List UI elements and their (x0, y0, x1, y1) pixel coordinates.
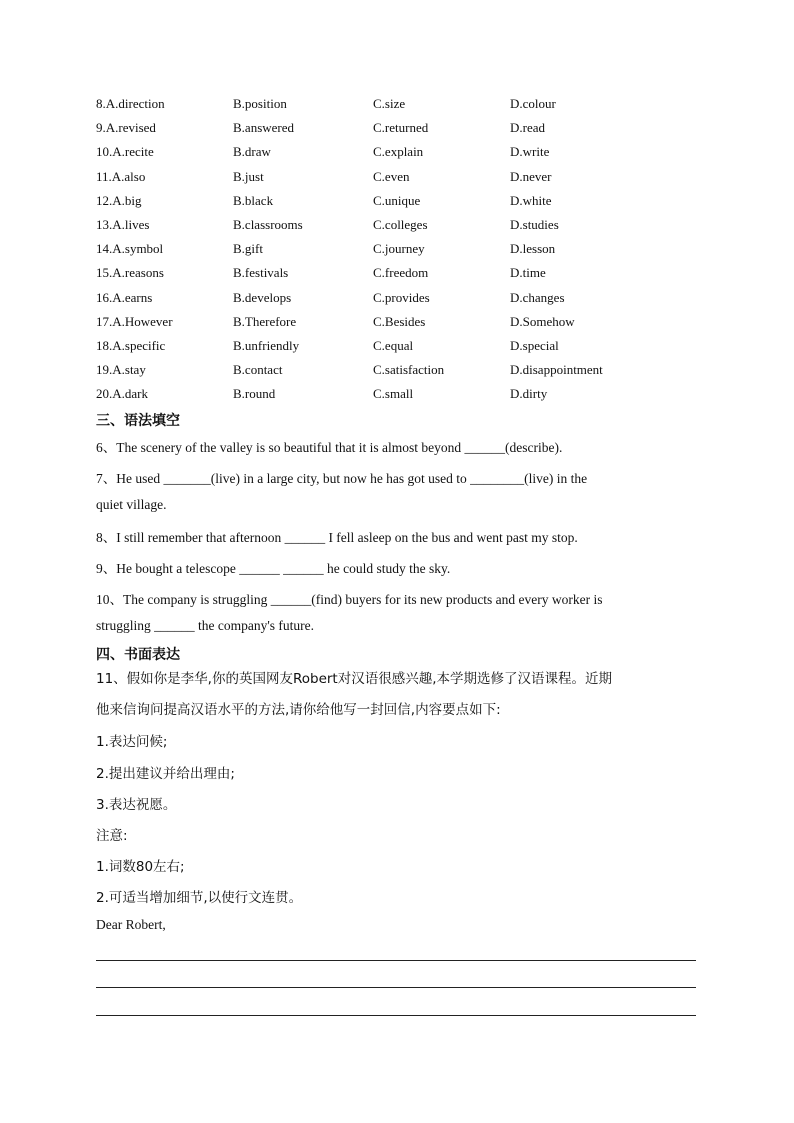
grammar-question-6: 6、The scenery of the valley is so beautiful that it is almost beyond ______(describe). (96, 440, 563, 455)
grammar-question-7-line-2: quiet village. (96, 497, 167, 512)
option-b: B.develops (233, 289, 292, 305)
option-a: 16.A.earns (96, 289, 153, 305)
writing-point-1: 1.表达问候; (96, 734, 168, 750)
choice-row (96, 263, 716, 287)
option-c: C.provides (373, 289, 430, 305)
option-d: D.dirty (510, 386, 548, 402)
option-b: B.position (233, 96, 287, 111)
option-d: D.write (510, 144, 550, 160)
option-a: 13.A.lives (96, 216, 150, 232)
option-b: B.draw (233, 144, 271, 160)
option-a: 19.A.stay (96, 362, 146, 378)
writing-point-2: 2.提出建议并给出理由; (96, 766, 235, 782)
choice-row (96, 215, 716, 239)
option-b: B.answered (233, 120, 295, 136)
multiple-choice-options (96, 94, 716, 408)
writing-note-2: 2.可适当增加细节,以使行文连贯。 (96, 890, 303, 906)
option-d: D.never (510, 168, 552, 184)
option-b: B.festivals (233, 265, 289, 281)
writing-note-label: 注意: (96, 828, 128, 844)
writing-note-1: 1.词数80左右; (96, 859, 185, 875)
option-c: C.Besides (373, 313, 426, 329)
choice-row (96, 312, 716, 336)
writing-prompt-line-1: 11、假如你是李华,你的英国网友Robert对汉语很感兴趣,本学期选修了汉语课程。近期 (96, 671, 613, 687)
choice-row (96, 191, 716, 215)
option-c: C.unique (373, 192, 421, 208)
choice-row (96, 360, 716, 384)
option-b: B.classrooms (233, 216, 303, 232)
grammar-question-9: 9、He bought a telescope ______ ______ he could study the sky. (96, 561, 451, 576)
choice-row (96, 288, 716, 312)
option-a: 10.A.recite (96, 144, 154, 160)
option-b: B.contact (233, 362, 283, 378)
option-d: D.white (510, 192, 552, 208)
option-a: 11.A.also (96, 168, 146, 184)
choice-row (96, 239, 716, 263)
choice-row (96, 336, 716, 360)
option-c: C.satisfaction (373, 362, 445, 378)
option-d: D.studies (510, 216, 559, 232)
option-b: B.Therefore (233, 313, 297, 329)
option-b: B.unfriendly (233, 337, 300, 353)
answer-writing-line (96, 987, 696, 988)
option-c: C.colleges (373, 216, 428, 232)
option-a: 15.A.reasons (96, 265, 164, 281)
option-d: D.lesson (510, 241, 556, 257)
option-c: C.returned (373, 120, 429, 136)
option-a: 17.A.However (96, 313, 173, 329)
choice-row (96, 118, 716, 142)
option-a: 12.A.big (96, 192, 142, 208)
option-c: C.even (373, 168, 410, 184)
option-c: C.small (373, 386, 414, 402)
writing-prompt-line-2: 他来信询问提高汉语水平的方法,请你给他写一封回信,内容要点如下: (96, 702, 501, 718)
option-b: B.black (233, 192, 274, 208)
option-a: 18.A.specific (96, 337, 166, 353)
grammar-question-10-line-1: 10、The company is struggling ______(find) buyers for its new products and every worker is (96, 592, 603, 607)
choice-row (96, 384, 716, 408)
answer-writing-line (96, 960, 696, 961)
choice-row (96, 142, 716, 166)
grammar-question-8: 8、I still remember that afternoon ______ I fell asleep on the bus and went past my stop. (96, 530, 578, 545)
option-d: D.read (510, 120, 546, 136)
choice-row (96, 167, 716, 191)
grammar-section-heading: 三、语法填空 (96, 413, 180, 429)
option-a: 20.A.dark (96, 386, 148, 402)
option-c: C.journey (373, 241, 425, 257)
option-b: B.gift (233, 241, 263, 257)
option-a: 9.A.revised (96, 120, 156, 136)
writing-section-heading: 四、书面表达 (96, 647, 180, 663)
letter-salutation: Dear Robert, (96, 917, 166, 932)
option-b: B.just (233, 168, 264, 184)
option-c: C.size (373, 96, 406, 111)
option-d: D.special (510, 337, 559, 353)
grammar-question-7-line-1: 7、He used _______(live) in a large city, but now he has got used to ________(live) in the (96, 471, 588, 486)
option-b: B.round (233, 386, 276, 402)
option-c: C.explain (373, 144, 424, 160)
option-a: 14.A.symbol (96, 241, 164, 257)
option-a: 8.A.direction (96, 96, 165, 111)
option-d: D.changes (510, 289, 565, 305)
writing-point-3: 3.表达祝愿。 (96, 797, 177, 813)
answer-writing-line (96, 1015, 696, 1016)
choice-row (96, 94, 716, 118)
option-c: C.freedom (373, 265, 429, 281)
option-d: D.disappointment (510, 362, 603, 378)
option-d: D.colour (510, 96, 556, 111)
option-d: D.Somehow (510, 313, 575, 329)
grammar-question-10-line-2: struggling ______ the company's future. (96, 618, 315, 633)
option-c: C.equal (373, 337, 414, 353)
option-d: D.time (510, 265, 546, 281)
